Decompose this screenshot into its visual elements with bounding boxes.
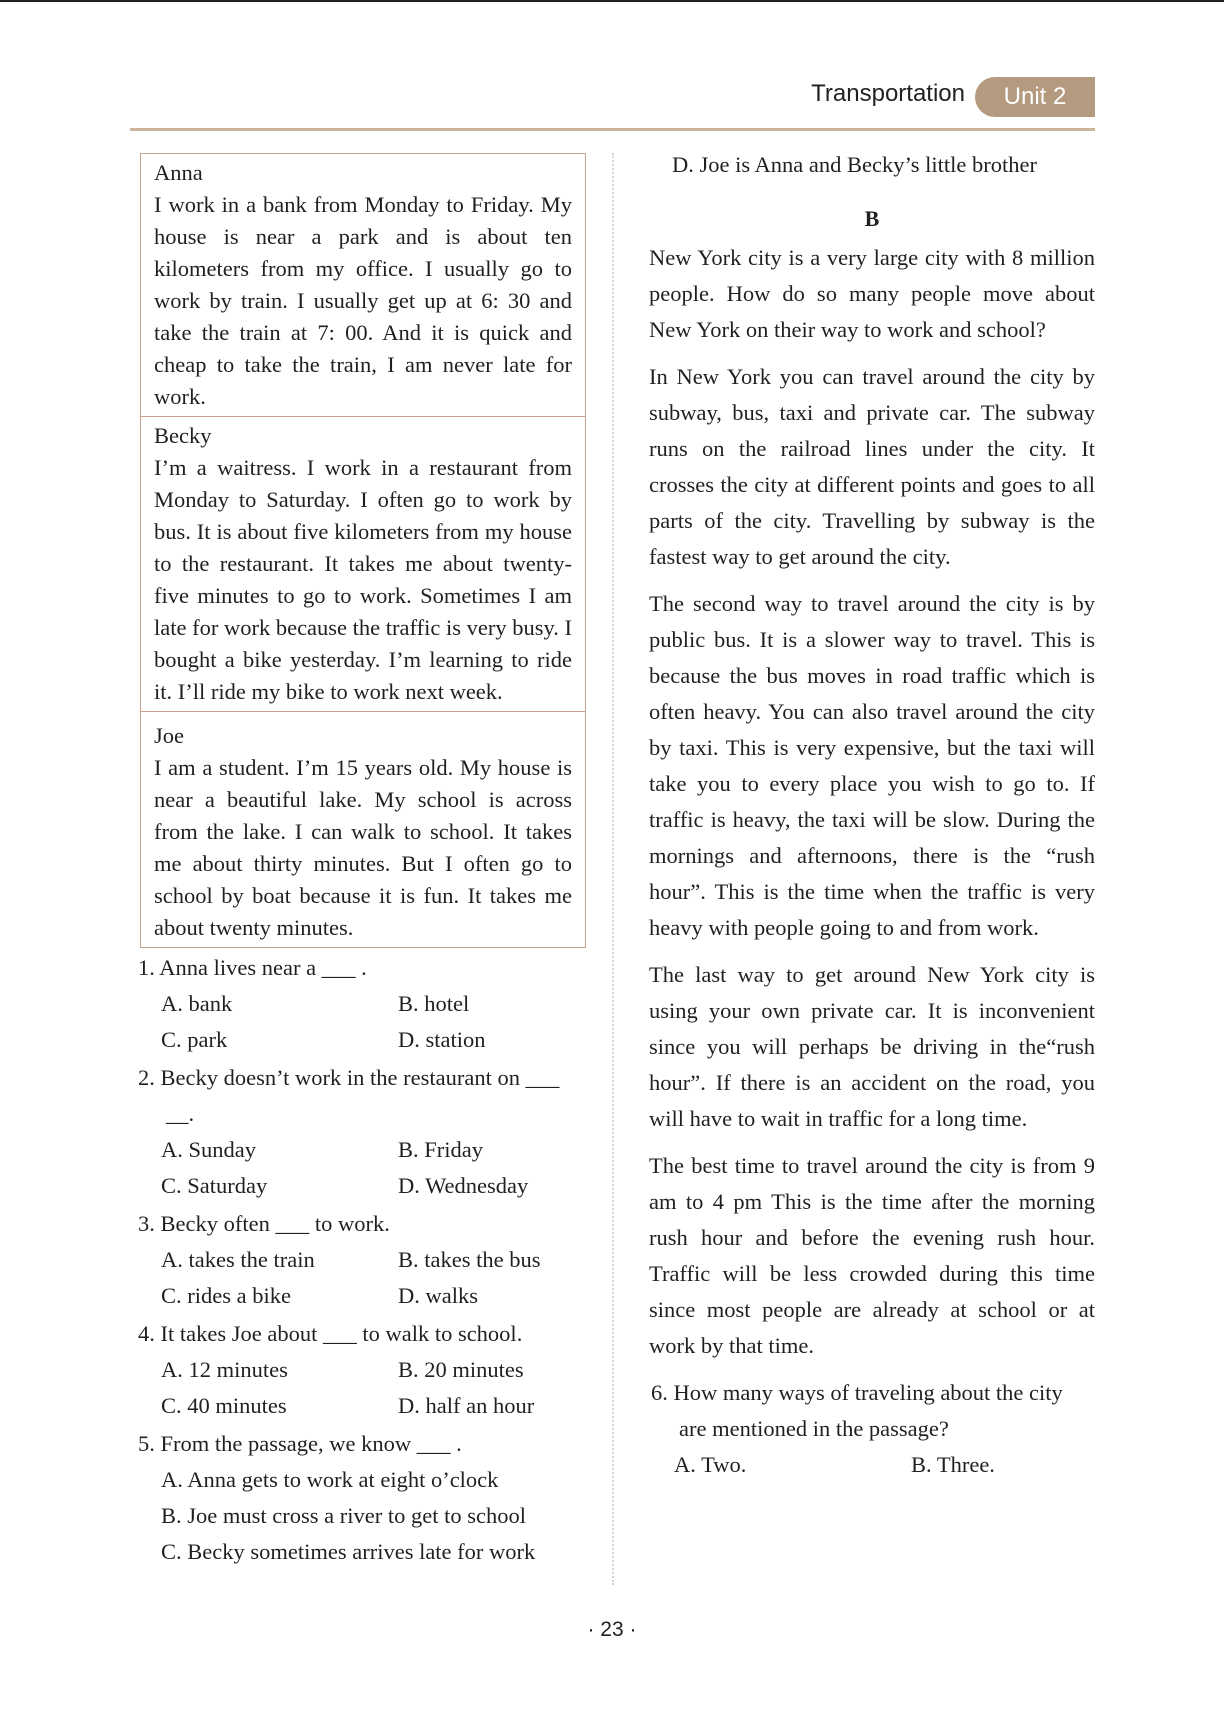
question-2-option-c[interactable]: C. Saturday (161, 1173, 268, 1198)
question-3-option-d[interactable]: D. walks (398, 1283, 478, 1308)
question-6-option-b[interactable]: B. Three. (911, 1452, 995, 1477)
question-3-options-ab (138, 1242, 586, 1278)
becky-section (141, 416, 585, 711)
passage-b-paragraph-5: The best time to travel around the city is from 9 am to 4 pm This is the time after the morning rush hour and before the evening rush hour. Traffic will be less crowded during this time since most people are already at school or at work by that time. (649, 1153, 1095, 1358)
reading-box (140, 153, 586, 948)
left-column (140, 153, 586, 1570)
question-2-stem-cont: __. (166, 1101, 195, 1126)
question-5-option-d[interactable]: D. Joe is Anna and Becky’s little brother (672, 152, 1037, 177)
question-6-options-ab (651, 1447, 1095, 1483)
passage-b-paragraph-3: The second way to travel around the city is by public bus. It is a slower way to travel. This is because the bus moves in road traffic which is often heavy. You can also travel around the city by taxi. This is very expensive, but the taxi will take you to every place you wish to go to. If traffic is heavy, the taxi will be slow. During the mornings and afternoons, there is the “rush hour”. This is the time when the traffic is very heavy with people going to and from work. (649, 591, 1095, 940)
question-2-options-cd (138, 1168, 586, 1204)
question-2-option-b[interactable]: B. Friday (398, 1137, 484, 1162)
question-4-option-d[interactable]: D. half an hour (398, 1393, 535, 1418)
question-5-option-a[interactable]: A. Anna gets to work at eight o’clock (161, 1467, 499, 1492)
question-2-option-d[interactable]: D. Wednesday (398, 1173, 529, 1198)
question-4-option-c[interactable]: C. 40 minutes (161, 1393, 287, 1418)
column-divider (612, 153, 614, 1585)
top-rule (0, 0, 1224, 2)
question-2-stem: 2. Becky doesn’t work in the restaurant on ___ (138, 1065, 560, 1090)
question-1-option-d[interactable]: D. station (398, 1027, 486, 1052)
page-number: · 23 · (587, 1618, 637, 1641)
question-1-stem: 1. Anna lives near a ___ . (138, 955, 367, 980)
question-6-option-a[interactable]: A. Two. (674, 1452, 747, 1477)
question-4-stem: 4. It takes Joe about ___ to walk to school. (138, 1321, 523, 1346)
question-1-options-ab (138, 986, 586, 1022)
question-2-options-ab (138, 1132, 586, 1168)
question-3-option-a[interactable]: A. takes the train (161, 1247, 315, 1272)
question-2-option-a[interactable]: A. Sunday (161, 1137, 256, 1162)
question-6 (649, 1375, 1095, 1483)
question-5-stem: 5. From the passage, we know ___ . (138, 1431, 462, 1456)
question-1-options-cd (138, 1022, 586, 1058)
question-5-option-c[interactable]: C. Becky sometimes arrives late for work (161, 1539, 536, 1564)
anna-text: I work in a bank from Monday to Friday. My house is near a park and is about ten kilometers from my office. I usually go to work by train. I usually get up at 6: 30 and take the train at 7: 00. And it is quick and cheap to take the train, I am never late for work. (154, 192, 572, 409)
passage-b-title: B (864, 206, 880, 231)
question-1 (138, 950, 586, 1058)
question-2 (138, 1060, 586, 1204)
passage-b-paragraph-1: New York city is a very large city with 8 million people. How do so many people move about New York on their way to work and school? (649, 245, 1095, 342)
question-6-stem-cont: are mentioned in the passage? (679, 1416, 949, 1441)
question-1-option-a[interactable]: A. bank (161, 991, 233, 1016)
question-3 (138, 1206, 586, 1314)
question-4-options-ab (138, 1352, 586, 1388)
question-5-option-b[interactable]: B. Joe must cross a river to get to school (161, 1503, 526, 1528)
chapter-title: Transportation (811, 80, 965, 107)
becky-name: Becky (154, 423, 212, 448)
joe-section (141, 711, 585, 947)
question-4-options-cd (138, 1388, 586, 1424)
unit-badge: Unit 2 (975, 77, 1095, 117)
anna-section (141, 154, 585, 416)
question-5 (138, 1426, 586, 1570)
question-4-option-b[interactable]: B. 20 minutes (398, 1357, 524, 1382)
question-3-stem: 3. Becky often ___ to work. (138, 1211, 390, 1236)
right-column (649, 150, 1095, 1483)
question-4 (138, 1316, 586, 1424)
question-3-option-c[interactable]: C. rides a bike (161, 1283, 291, 1308)
question-3-option-b[interactable]: B. takes the bus (398, 1247, 541, 1272)
joe-text: I am a student. I’m 15 years old. My house is near a beautiful lake. My school is across from the lake. I can walk to school. It takes me about thirty minutes. But I often go to school by boat because it is fun. It takes me about twenty minutes. (154, 755, 572, 940)
question-1-option-b[interactable]: B. hotel (398, 991, 470, 1016)
question-4-option-a[interactable]: A. 12 minutes (161, 1357, 288, 1382)
question-1-option-c[interactable]: C. park (161, 1027, 228, 1052)
question-3-options-cd (138, 1278, 586, 1314)
joe-name: Joe (154, 723, 184, 748)
becky-text: I’m a waitress. I work in a restaurant from Monday to Saturday. I often go to work by bus. It is about five kilometers from my house to the restaurant. It takes me about twenty-five minutes to go to work. Sometimes I am late for work because the traffic is very busy. I bought a bike yesterday. I’m learning to ride it. I’ll ride my bike to work next week. (154, 455, 572, 704)
passage-b-paragraph-4: The last way to get around New York city is using your own private car. It is inconvenient since you will perhaps be driving in the“rush hour”. If there is an accident on the road, you will have to wait in traffic for a long time. (649, 962, 1095, 1131)
anna-name: Anna (154, 160, 203, 185)
question-6-stem: 6. How many ways of traveling about the city (651, 1380, 1063, 1405)
passage-b-paragraph-2: In New York you can travel around the city by subway, bus, taxi and private car. The subway runs on the railroad lines under the city. It crosses the city at different points and goes to all parts of the city. Travelling by subway is the fastest way to get around the city. (649, 364, 1095, 569)
header-rule (130, 128, 1095, 131)
